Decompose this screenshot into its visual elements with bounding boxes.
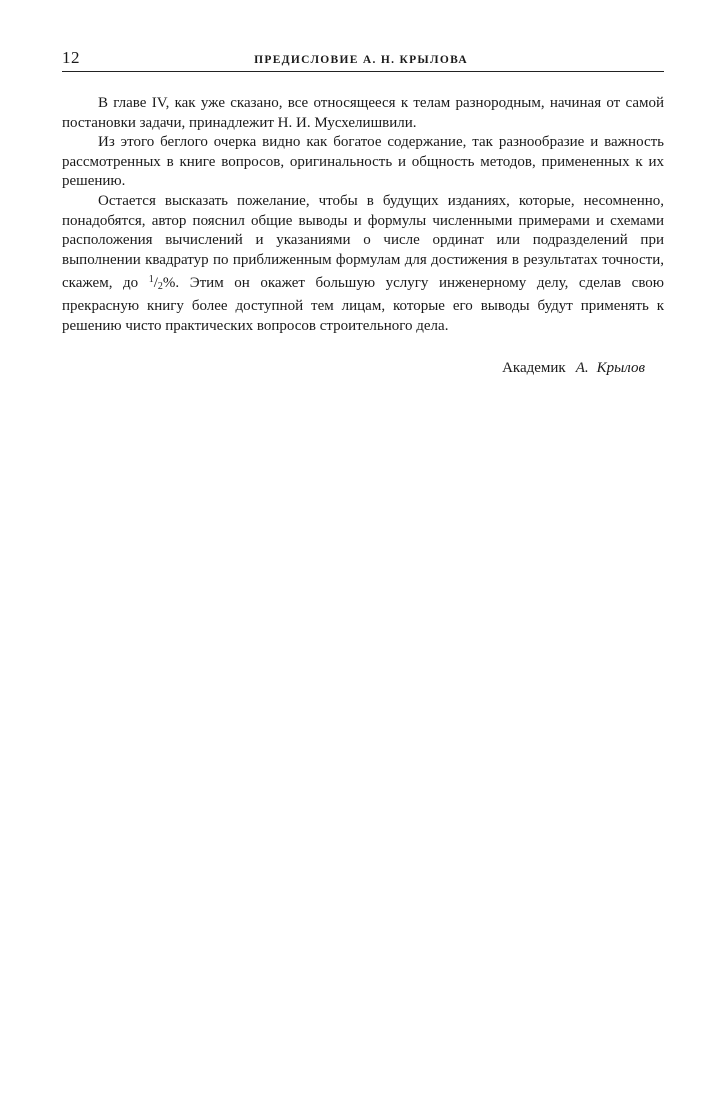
document-page [62,48,664,377]
signature-title: Академик [502,360,566,377]
signature-surname: Крылов [596,360,645,377]
paragraph-text: Остается высказать пожелание, чтобы в будущих изданиях, которые, несомненно, понадобятся, автор пояснил общие выводы и формулы численными примерами и схемами расположения вычислений и указаниями о числе ординат или подразделений при выполнении квадратур по приближенным формулам для достижения в результатах точности, скажем, до [62,192,664,292]
fraction-numerator: 1 [148,274,154,286]
fraction-denominator: 2 [157,281,163,293]
paragraph: Остается высказать пожелание, чтобы в будущих изданиях, которые, несомненно, понадобятся, автор пояснил общие выводы и формулы численными примерами и схемами расположения вычислений и указаниями о числе ординат или подразделений при выполнении квадратур по приближенным формулам для достижения в результатах точности, скажем, до $^1/_2\%$. Этим он окажет большую услугу инженерному делу, сделав свою прекрасную книгу более доступной тем лицам, которые его выводы будут применять к решению чисто практических вопросов строительного дела. [62,192,665,334]
running-title: ПРЕДИСЛОВИЕ А. Н. КРЫЛОВА [254,54,468,66]
paragraph-text: %. Этим он окажет большую услугу инженерному делу, сделав свою прекрасную книгу более доступной тем лицам, которые его выводы будут применять к решению чисто практических вопросов строительного дела. [62,275,665,334]
running-head [62,48,664,72]
body-text [62,94,664,336]
paragraph: Из этого беглого очерка видно как богатое содержание, так разнообразие и важность рассмотренных в книге вопросов, оригинальность и общность методов, примененных к их решению. [62,134,664,190]
signature [62,360,664,377]
page-number: 12 [62,48,80,67]
signature-initial: А. [575,360,589,377]
paragraph: В главе IV, как уже сказано, все относящееся к телам разнородным, начиная от самой постановки задачи, принадлежит Н. И. Мусхелишвили. [62,95,664,131]
